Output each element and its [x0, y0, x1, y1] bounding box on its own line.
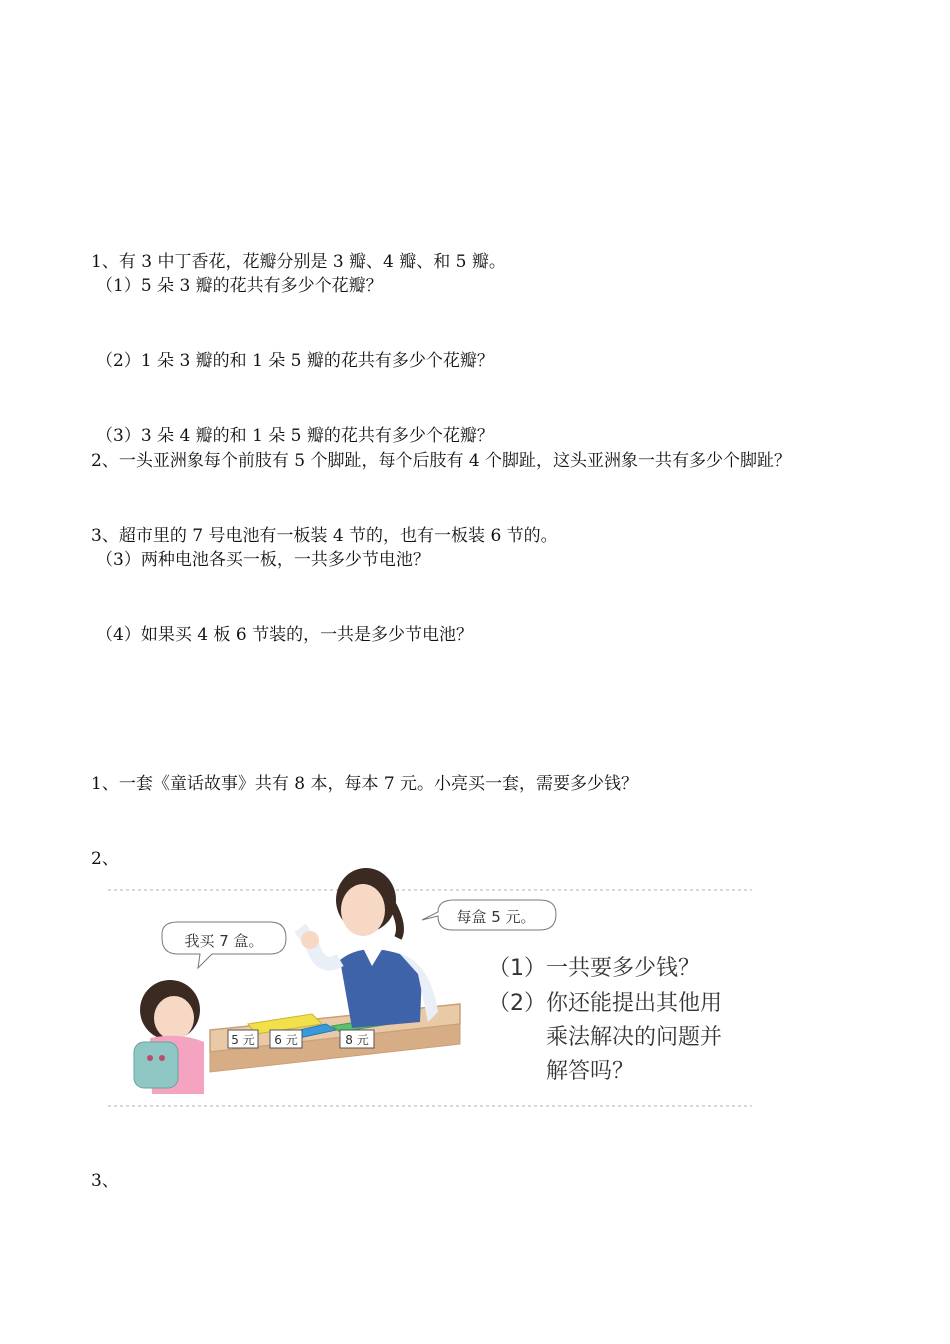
question-2-stem: 2、一头亚洲象每个前肢有 5 个脚趾，每个后肢有 4 个脚趾，这头亚洲象一共有多少个脚趾？ [91, 451, 792, 471]
svg-text:5 元: 5 元 [231, 1033, 255, 1047]
price-tag-6 [270, 1030, 302, 1048]
question-1-part-1: （1）5 朵 3 瓣的花共有多少个花瓣？ [96, 276, 383, 296]
teacher-figure [300, 868, 438, 1028]
teacher-speech-bubble [422, 900, 556, 930]
section2-question-1-stem: 1、一套《童话故事》共有 8 本，每本 7 元。小亮买一套，需要多少钱？ [91, 774, 639, 794]
question-3-part-4: （4）如果买 4 板 6 节装的，一共是多少节电池？ [96, 625, 474, 645]
svg-text:每盒 5 元。: 每盒 5 元。 [456, 908, 536, 926]
question-1-part-3: （3）3 朵 4 瓣的和 1 朵 5 瓣的花共有多少个花瓣？ [96, 426, 494, 446]
svg-text:我买 7 盒。: 我买 7 盒。 [184, 932, 264, 950]
svg-text:8 元: 8 元 [345, 1033, 369, 1047]
shopping-illustration [100, 862, 755, 1112]
girl-figure [134, 980, 204, 1094]
section2-question-2-label: 2、 [91, 849, 119, 869]
svg-text:6 元: 6 元 [274, 1033, 298, 1047]
question-1-part-2: （2）1 朵 3 瓣的和 1 朵 5 瓣的花共有多少个花瓣？ [96, 351, 494, 371]
question-1-stem: 1、有 3 中丁香花，花瓣分别是 3 瓣、4 瓣、和 5 瓣。 [91, 252, 506, 272]
question-3-stem: 3、超市里的 7 号电池有一板装 4 节的，也有一板装 6 节的。 [91, 526, 558, 546]
illustration-question-2-line-2: 乘法解决的问题并 [546, 1025, 723, 1050]
section2-question-3-label: 3、 [91, 1171, 119, 1191]
illustration-question-2-line-1: （2）你还能提出其他用 [488, 991, 722, 1016]
illustration-question-2-line-3: 解答吗？ [546, 1059, 635, 1084]
price-tag-8 [340, 1030, 374, 1048]
girl-speech-bubble [162, 922, 286, 968]
illustration-question-1: （1）一共要多少钱？ [488, 956, 700, 981]
question-3-part-3: （3）两种电池各买一板，一共多少节电池？ [96, 550, 430, 570]
price-tag-5 [228, 1030, 258, 1048]
